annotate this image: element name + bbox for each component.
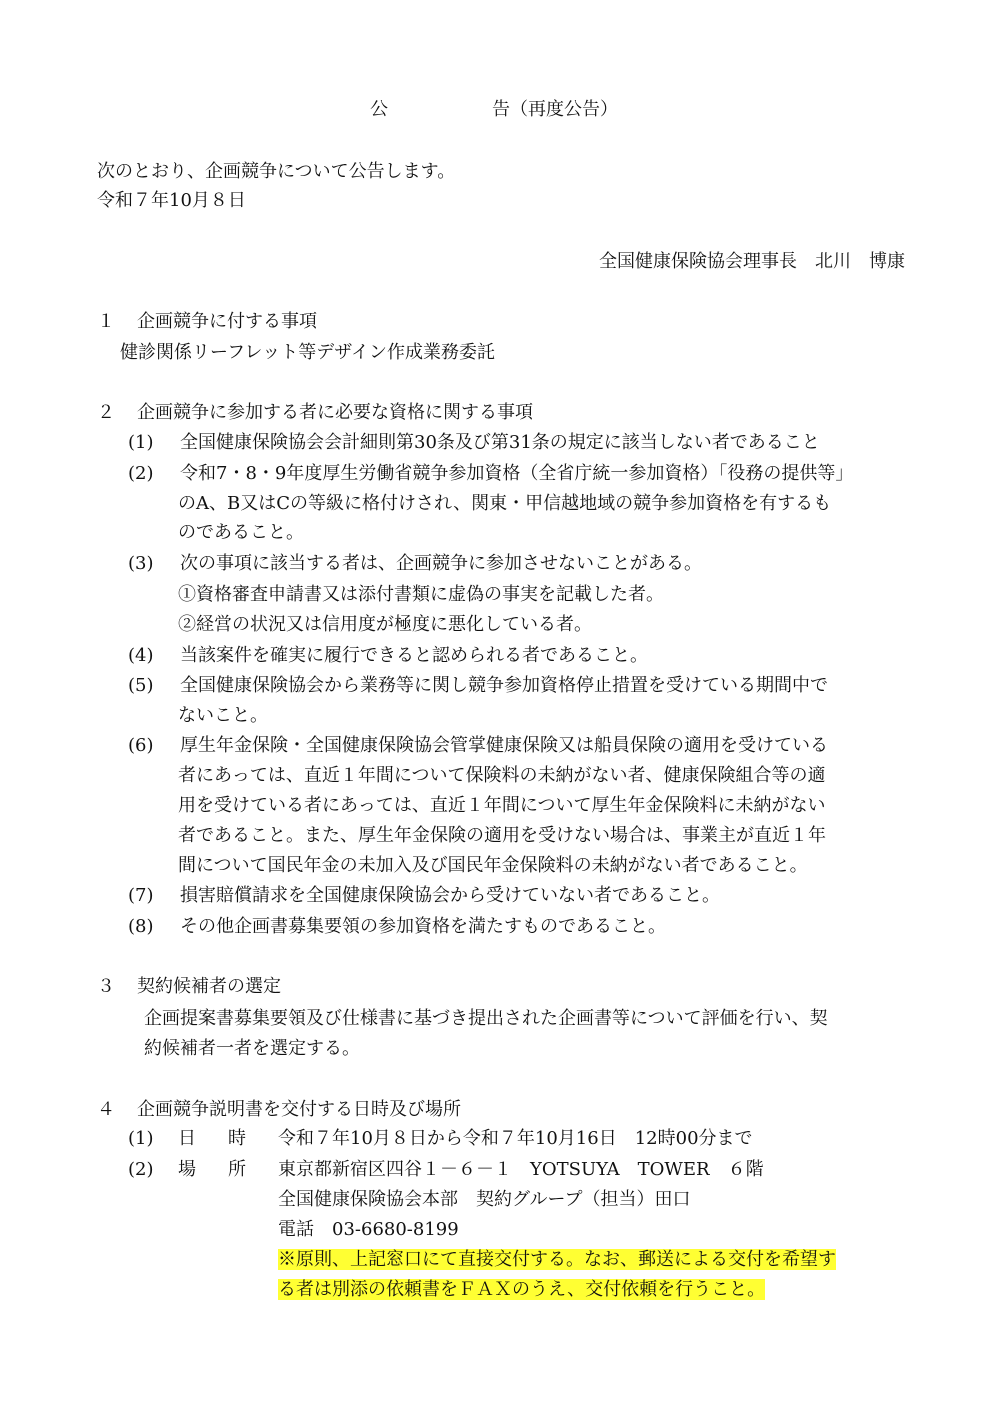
item-number: (1) [128, 432, 154, 453]
announcement-date: 令和７年10月８日 [97, 190, 246, 211]
item-line: 者であること。また、厚生年金保険の適用を受けない場合は、事業主が直近１年 [178, 825, 826, 846]
item-line: その他企画書募集要領の参加資格を満たすものであること。 [180, 916, 666, 937]
item-number: (6) [128, 735, 154, 756]
item-number: (7) [128, 885, 154, 906]
signature: 全国健康保険協会理事長 北川 博康 [599, 251, 905, 272]
item-number: (2) [128, 1159, 154, 1180]
address-line: 東京都新宿区四谷１－６－１ YOTSUYA TOWER ６階 [278, 1159, 764, 1180]
title-part1: 公 [370, 99, 388, 120]
section4-title: 企画競争説明書を交付する日時及び場所 [137, 1099, 461, 1120]
section3-title: 契約候補者の選定 [137, 976, 281, 997]
item-line: のであること。 [178, 522, 304, 543]
notice-highlight: る者は別添の依頼書をＦＡＸのうえ、交付依頼を行うこと。 [278, 1279, 766, 1300]
datetime-value: 令和７年10月８日から令和７年10月16日 12時00分まで [278, 1128, 753, 1149]
section3-number: ３ [97, 976, 115, 997]
phone-line: 電話 03-6680-8199 [278, 1219, 459, 1240]
title-part2: 告（再度公告） [492, 99, 618, 120]
section2-item [128, 459, 853, 489]
item-line: ないこと。 [178, 705, 268, 726]
item-number: (4) [128, 645, 154, 666]
section1-title: 企画競争に付する事項 [137, 311, 317, 332]
item-line: 厚生年金保険・全国健康保険協会管掌健康保険又は船員保険の適用を受けている [180, 735, 828, 756]
section4-number: ４ [97, 1099, 115, 1120]
section3-line: 企画提案書募集要領及び仕様書に基づき提出された企画書等について評価を行い、契 [144, 1008, 828, 1029]
section2-number: ２ [97, 402, 115, 423]
item-line: 全国健康保険協会から業務等に関し競争参加資格停止措置を受けている期間中で [180, 675, 828, 696]
label-char: 所 [228, 1159, 246, 1180]
intro-line: 次のとおり、企画競争について公告します。 [97, 161, 456, 182]
item-line: 全国健康保険協会会計細則第30条及び第31条の規定に該当しない者であること [180, 432, 820, 453]
item-number: (2) [128, 463, 154, 484]
label-char: 時 [228, 1128, 246, 1149]
section2-title: 企画競争に参加する者に必要な資格に関する事項 [137, 402, 533, 423]
section1-body: 健診関係リーフレット等デザイン作成業務委託 [120, 342, 495, 363]
office-line: 全国健康保険協会本部 契約グループ（担当）田口 [278, 1189, 691, 1210]
item-line: のA、B又はCの等級に格付けされ、関東・甲信越地域の競争参加資格を有するも [178, 493, 832, 514]
section2-item [128, 549, 702, 579]
notice-highlight: ※原則、上記窓口にて直接交付する。なお、郵送による交付を希望す [278, 1249, 836, 1270]
section2-item [128, 912, 666, 942]
section1-number: １ [97, 311, 115, 332]
section3-heading [97, 972, 281, 1002]
section2-item [128, 731, 828, 761]
item-line: 損害賠償請求を全国健康保険協会から受けていない者であること。 [180, 885, 720, 906]
item-number: (3) [128, 553, 154, 574]
label-char: 日 [178, 1128, 196, 1149]
section1-heading [97, 307, 317, 337]
section3-line: 約候補者一者を選定する。 [144, 1038, 360, 1059]
item-line: 令和7・8・9年度厚生労働省競争参加資格（全省庁統一参加資格）「役務の提供等」 [180, 463, 854, 484]
item-line: ②経営の状況又は信用度が極度に悪化している者。 [178, 614, 592, 635]
section4-item-place [128, 1155, 764, 1185]
notice-line [278, 1275, 765, 1305]
section2-item [128, 671, 828, 701]
section2-item [128, 881, 720, 911]
item-line: 間について国民年金の未加入及び国民年金保険料の未納がない者であること。 [178, 855, 808, 876]
item-number: (5) [128, 675, 154, 696]
section4-item-datetime [128, 1124, 753, 1154]
item-line: ①資格審査申請書又は添付書類に虚偽の事実を記載した者。 [178, 584, 664, 605]
notice-line [278, 1245, 836, 1275]
section4-heading [97, 1095, 461, 1125]
item-number: (1) [128, 1128, 154, 1149]
item-line: 当該案件を確実に履行できると認められる者であること。 [180, 645, 648, 666]
item-number: (8) [128, 916, 154, 937]
label-char: 場 [178, 1159, 196, 1180]
item-line: 次の事項に該当する者は、企画競争に参加させないことがある。 [180, 553, 702, 574]
section2-item [128, 428, 820, 458]
section2-item [128, 641, 648, 671]
section2-heading [97, 398, 533, 428]
item-line: 者にあっては、直近１年間について保険料の未納がない者、健康保険組合等の適 [178, 765, 826, 786]
item-line: 用を受けている者にあっては、直近１年間について厚生年金保険料に未納がない [178, 795, 826, 816]
